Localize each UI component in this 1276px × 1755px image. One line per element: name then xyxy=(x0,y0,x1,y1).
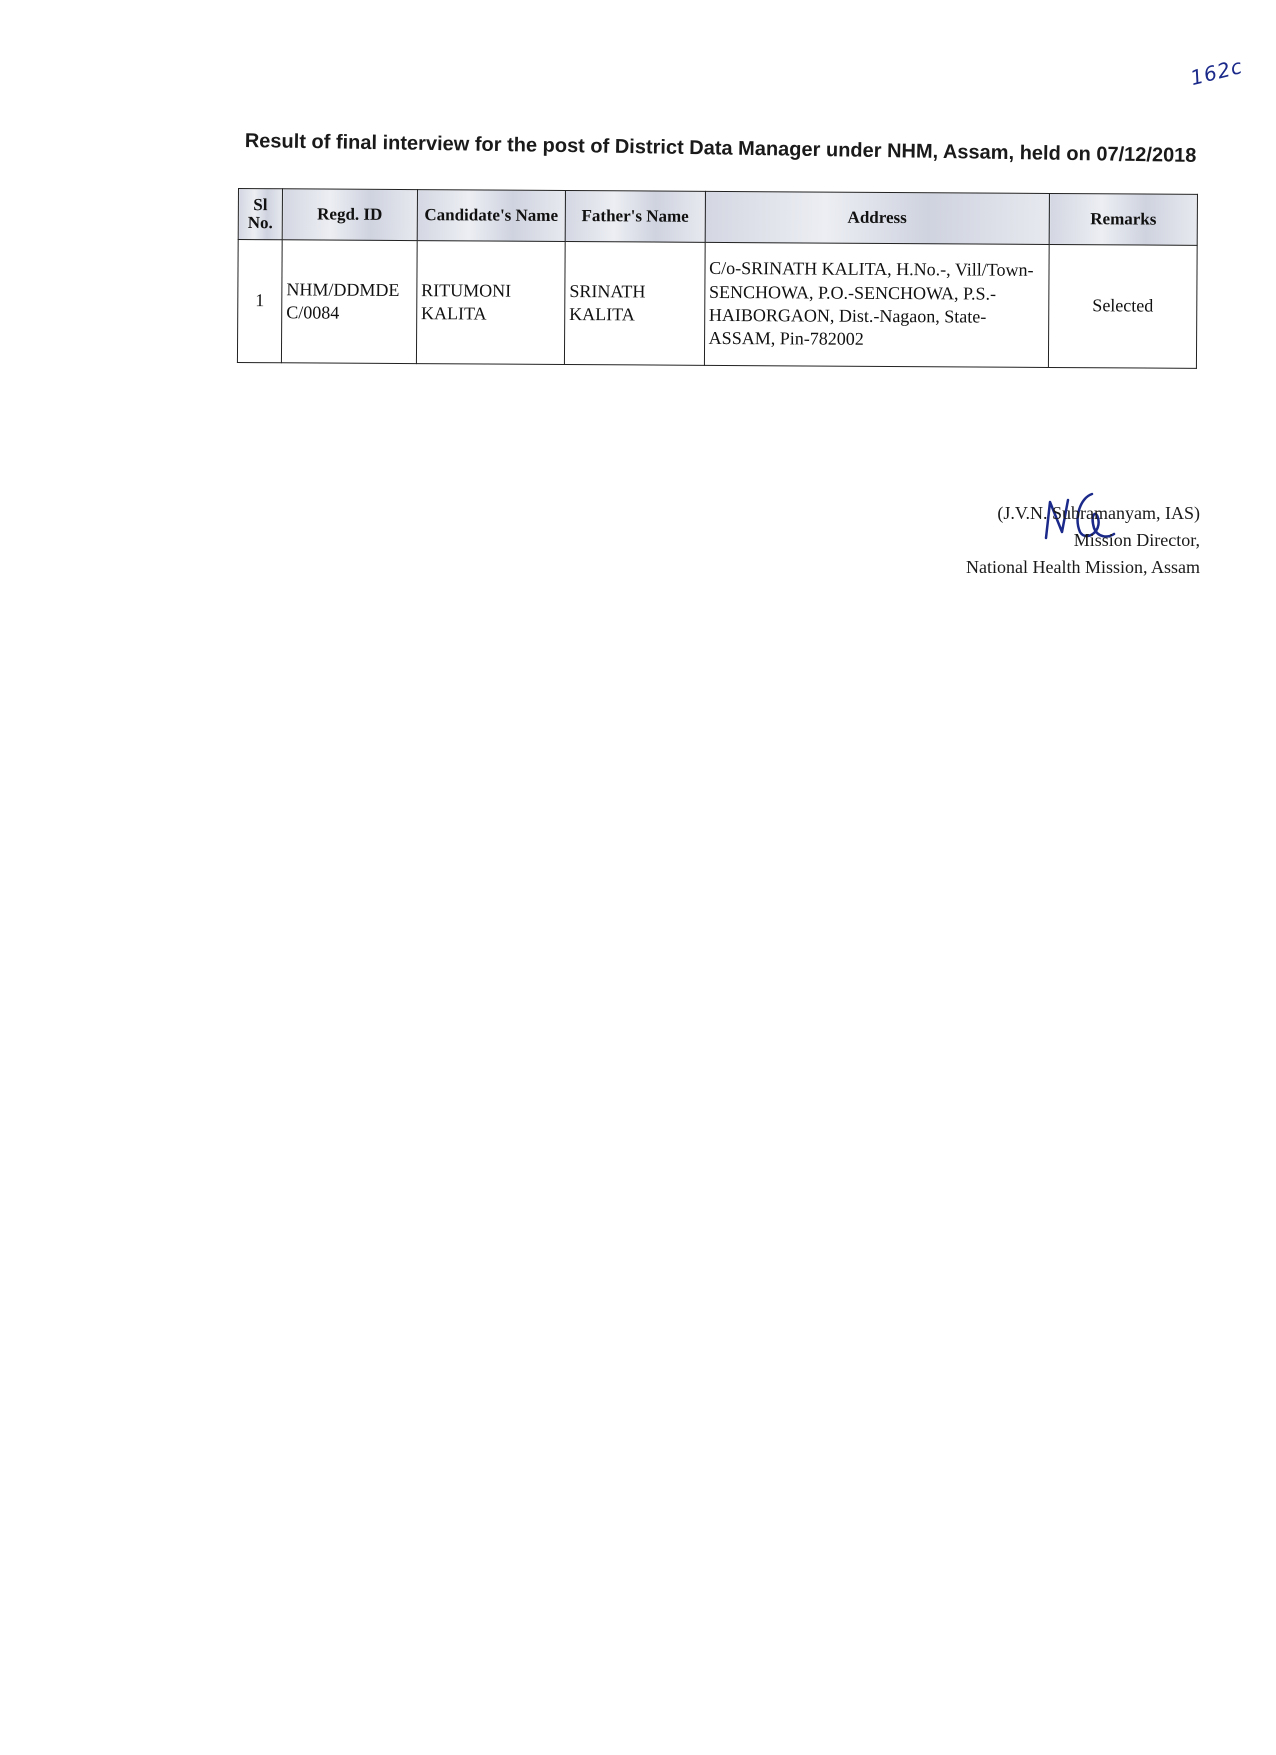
header-father-name: Father's Name xyxy=(565,191,705,243)
header-candidate-name: Candidate's Name xyxy=(417,190,565,242)
handwritten-page-number: 162c xyxy=(1187,53,1246,91)
signatory-organization: National Health Mission, Assam xyxy=(966,557,1200,577)
cell-sl-no: 1 xyxy=(237,240,282,363)
header-address: Address xyxy=(705,191,1050,244)
cell-father-name: SRINATH KALITA xyxy=(564,241,704,365)
results-table xyxy=(237,188,1198,369)
header-remarks: Remarks xyxy=(1049,193,1197,245)
signatory-designation: Mission Director, xyxy=(1073,530,1200,550)
document-title: Result of final interview for the post of District Data Manager under NHM, Assam, held on 07/12/2018 xyxy=(244,130,1197,167)
header-sl-no: Sl No. xyxy=(238,189,282,240)
signature-block xyxy=(900,500,1200,581)
cell-regd-id: NHM/DDMDEC/0084 xyxy=(281,240,417,364)
signatory-name: (J.V.N. Subramanyam, IAS) xyxy=(997,503,1200,523)
header-regd-id: Regd. ID xyxy=(282,189,417,241)
table-header-row xyxy=(238,189,1197,246)
table-row xyxy=(237,240,1197,369)
cell-address: C/o-SRINATH KALITA, H.No.-, Vill/Town-SENCHOWA, P.O.-SENCHOWA, P.S.-HAIBORGAON, Dist.-Nagaon, State-ASSAM, Pin-782002 xyxy=(704,242,1049,367)
cell-remarks: Selected xyxy=(1048,244,1197,368)
cell-candidate-name: RITUMONI KALITA xyxy=(416,241,565,365)
